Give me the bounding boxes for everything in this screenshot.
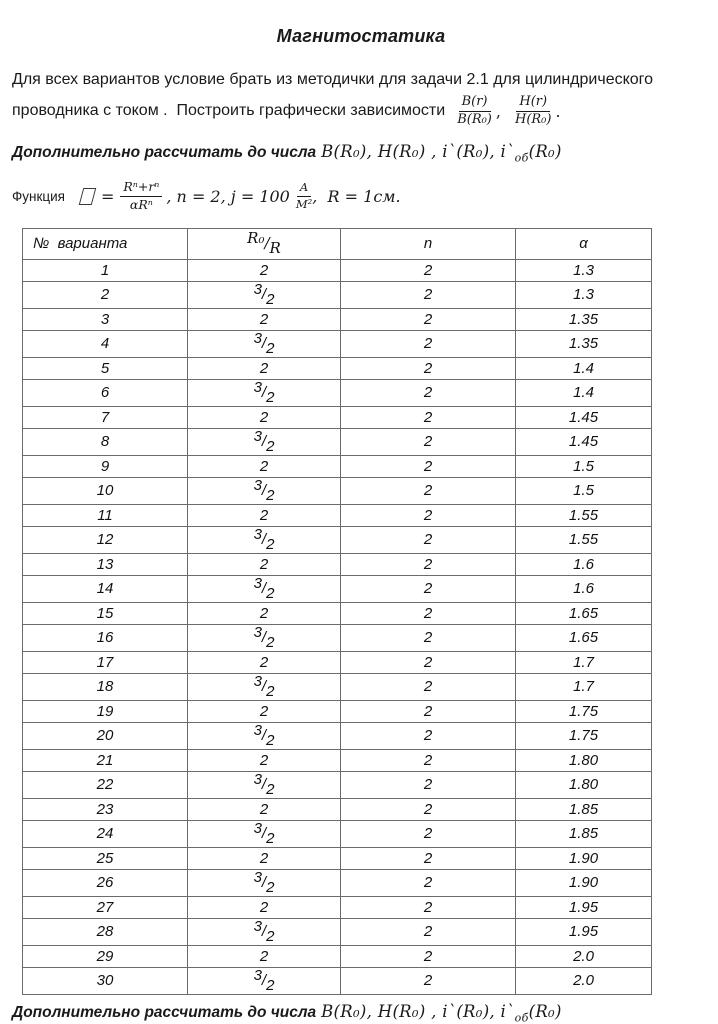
- table-row: [23, 455, 652, 477]
- table-cell: [188, 771, 341, 798]
- table-cell: 1.7: [516, 673, 652, 700]
- table-cell: 2: [341, 651, 516, 673]
- fraction-b-ratio: [457, 95, 492, 128]
- table-cell: [188, 575, 341, 602]
- table-row: [23, 575, 652, 602]
- fraction-numerator: B(r): [459, 95, 491, 112]
- table-cell: 1.7: [516, 651, 652, 673]
- math-expression: B(R₀), H(R₀) , i`(R₀), i`: [321, 1001, 515, 1021]
- table-row: [23, 602, 652, 624]
- diagonal-fraction: [253, 673, 275, 700]
- table-row: [23, 428, 652, 455]
- table-cell: 20: [23, 722, 188, 749]
- table-cell: 1.90: [516, 869, 652, 896]
- fraction-part: /: [261, 286, 267, 304]
- table-row: [23, 673, 652, 700]
- table-cell: 2: [188, 700, 341, 722]
- table-row: [23, 700, 652, 722]
- fraction-part: 3: [253, 820, 262, 838]
- fraction-part: 3: [253, 281, 262, 299]
- column-header: № варианта: [23, 228, 188, 259]
- table-cell: 1.80: [516, 749, 652, 771]
- table-cell: [188, 330, 341, 357]
- function-definition-line: [12, 180, 710, 212]
- table-cell: 2: [341, 722, 516, 749]
- table-cell: 14: [23, 575, 188, 602]
- table-cell: 12: [23, 526, 188, 553]
- table-row: [23, 259, 652, 281]
- fraction-part: 2: [266, 976, 275, 994]
- table-cell: 1.45: [516, 428, 652, 455]
- table-row: [23, 357, 652, 379]
- fraction-part: /: [261, 776, 267, 794]
- diagonal-fraction: [253, 477, 275, 504]
- diagonal-fraction: [253, 379, 275, 406]
- fraction-part: 3: [253, 575, 262, 593]
- table-cell: [188, 673, 341, 700]
- fraction-part: 3: [253, 526, 262, 544]
- diagonal-fraction: [253, 330, 275, 357]
- table-cell: 2: [188, 847, 341, 869]
- table-cell: 19: [23, 700, 188, 722]
- table-cell: 2: [188, 945, 341, 967]
- table-head: [23, 228, 652, 259]
- table-row: [23, 945, 652, 967]
- table-cell: 1.3: [516, 259, 652, 281]
- table-cell: 22: [23, 771, 188, 798]
- table-row: [23, 526, 652, 553]
- table-cell: 1.85: [516, 820, 652, 847]
- table-cell: 1.95: [516, 896, 652, 918]
- table-cell: 4: [23, 330, 188, 357]
- fraction-numerator: A: [297, 181, 311, 196]
- fraction-part: 2: [266, 290, 275, 308]
- extra-instruction-math: [321, 1002, 562, 1024]
- fraction-part: /: [261, 874, 267, 892]
- diagonal-fraction: [253, 624, 275, 651]
- table-cell: 2: [188, 749, 341, 771]
- extra-instruction-text: Дополнительно рассчитать до числа: [12, 1003, 317, 1021]
- math-subscript: об: [514, 151, 529, 165]
- diagonal-fraction: [253, 869, 275, 896]
- fraction-part: /: [261, 580, 267, 598]
- table-cell: [188, 967, 341, 994]
- table-cell: 10: [23, 477, 188, 504]
- table-cell: 2: [341, 967, 516, 994]
- table-cell: 2: [188, 259, 341, 281]
- table-row: [23, 330, 652, 357]
- table-cell: 2: [341, 896, 516, 918]
- table-cell: 2: [341, 847, 516, 869]
- table-row: [23, 896, 652, 918]
- table-cell: 2: [341, 281, 516, 308]
- table-cell: 2: [188, 308, 341, 330]
- table-cell: 2: [341, 477, 516, 504]
- sentence-period: .: [555, 101, 561, 121]
- fraction-part: 2: [266, 878, 275, 896]
- page-title: Магнитостатика: [276, 26, 446, 46]
- table-cell: 2: [341, 869, 516, 896]
- column-header: [188, 228, 341, 259]
- table-cell: 1.75: [516, 700, 652, 722]
- diagonal-fraction: [253, 771, 275, 798]
- table-cell: 2: [188, 651, 341, 673]
- table-cell: 2.0: [516, 967, 652, 994]
- table-cell: 6: [23, 379, 188, 406]
- table-row: [23, 771, 652, 798]
- intro-paragraph-line1: Для всех вариантов условие брать из методички для задачи 2.1 для цилиндрического: [12, 71, 654, 88]
- table-cell: 2: [341, 308, 516, 330]
- table-cell: 2: [188, 357, 341, 379]
- fraction-denominator: H(R₀): [514, 111, 552, 127]
- table-cell: [188, 281, 341, 308]
- table-cell: 15: [23, 602, 188, 624]
- fraction-part: 3: [253, 869, 262, 887]
- table-cell: [188, 918, 341, 945]
- math-expression: B(R₀), H(R₀) , i`(R₀), i`: [321, 141, 515, 161]
- fraction-part: /: [261, 335, 267, 353]
- missing-glyph-box: [79, 188, 97, 205]
- table-cell: 18: [23, 673, 188, 700]
- diagonal-fraction: [253, 428, 275, 455]
- table-row: [23, 847, 652, 869]
- fraction-part: 2: [266, 584, 275, 602]
- table-cell: 26: [23, 869, 188, 896]
- fraction-part: R₀: [247, 229, 265, 248]
- fraction-part: 3: [253, 428, 262, 446]
- diagonal-fraction: [247, 229, 281, 257]
- table-cell: 2: [341, 259, 516, 281]
- math-expression-tail: (R₀): [528, 141, 562, 161]
- fraction-part: 2: [266, 388, 275, 406]
- fraction-part: 3: [253, 379, 262, 397]
- table-cell: [188, 379, 341, 406]
- fraction-part: 2: [266, 780, 275, 798]
- table-cell: 2: [341, 798, 516, 820]
- table-row: [23, 651, 652, 673]
- table-cell: 2: [188, 602, 341, 624]
- table-row: [23, 281, 652, 308]
- fraction-part: 3: [253, 624, 262, 642]
- table-cell: 1.55: [516, 526, 652, 553]
- table-cell: 2: [341, 575, 516, 602]
- fraction-part: 2: [266, 633, 275, 651]
- table-cell: 2: [341, 700, 516, 722]
- table-cell: 30: [23, 967, 188, 994]
- fraction-part: 2: [266, 927, 275, 945]
- fraction-part: /: [261, 825, 267, 843]
- fraction-part: 2: [266, 339, 275, 357]
- table-cell: 2: [341, 820, 516, 847]
- table-cell: [188, 477, 341, 504]
- table-cell: 2: [188, 896, 341, 918]
- table-cell: 25: [23, 847, 188, 869]
- table-cell: 2: [341, 455, 516, 477]
- table-cell: 1.6: [516, 553, 652, 575]
- table-cell: 2: [188, 455, 341, 477]
- table-cell: 1.4: [516, 379, 652, 406]
- table-cell: [188, 722, 341, 749]
- fraction-part: 3: [253, 918, 262, 936]
- table-cell: 28: [23, 918, 188, 945]
- table-cell: 1.55: [516, 504, 652, 526]
- fraction-part: 2: [266, 829, 275, 847]
- table-cell: 13: [23, 553, 188, 575]
- fraction-denominator: αRⁿ: [129, 196, 153, 212]
- table-cell: 2: [341, 504, 516, 526]
- table-cell: 2: [341, 330, 516, 357]
- table-row: [23, 624, 652, 651]
- table-cell: 1.6: [516, 575, 652, 602]
- table-row: [23, 406, 652, 428]
- table-cell: 1.35: [516, 330, 652, 357]
- math-subscript: об: [514, 1011, 529, 1024]
- table-row: [23, 308, 652, 330]
- table-row: [23, 967, 652, 994]
- table-cell: 2: [341, 526, 516, 553]
- diagonal-fraction: [253, 281, 275, 308]
- fraction-denominator: B(R₀): [457, 111, 492, 127]
- table-cell: 1.65: [516, 624, 652, 651]
- extra-instruction-top: [12, 142, 710, 164]
- table-cell: 8: [23, 428, 188, 455]
- table-row: [23, 477, 652, 504]
- function-fraction: [120, 180, 162, 212]
- extra-instruction-bottom: [12, 1002, 710, 1024]
- table-cell: 24: [23, 820, 188, 847]
- table-cell: 1.65: [516, 602, 652, 624]
- function-radius-value: , R = 1см.: [312, 186, 401, 206]
- variants-table: [22, 228, 652, 995]
- fraction-part: /: [264, 234, 270, 253]
- table-cell: 1.4: [516, 357, 652, 379]
- table-body: [23, 259, 652, 994]
- table-cell: 7: [23, 406, 188, 428]
- fraction-part: /: [261, 678, 267, 696]
- table-cell: 1.85: [516, 798, 652, 820]
- extra-instruction-text: Дополнительно рассчитать до числа: [12, 143, 317, 161]
- table-cell: 2: [341, 357, 516, 379]
- table-cell: 2: [341, 553, 516, 575]
- diagonal-fraction: [253, 967, 275, 994]
- table-cell: 11: [23, 504, 188, 526]
- table-cell: 1.80: [516, 771, 652, 798]
- table-cell: 2: [341, 428, 516, 455]
- table-row: [23, 722, 652, 749]
- diagonal-fraction: [253, 820, 275, 847]
- column-header: n: [341, 228, 516, 259]
- equals-sign: =: [100, 186, 115, 206]
- fraction-part: /: [261, 727, 267, 745]
- fraction-part: 2: [266, 437, 275, 455]
- table-cell: 2.0: [516, 945, 652, 967]
- table-cell: 2: [188, 406, 341, 428]
- table-row: [23, 869, 652, 896]
- extra-instruction-math: [321, 142, 562, 164]
- diagonal-fraction: [253, 722, 275, 749]
- table-cell: 1.5: [516, 455, 652, 477]
- fraction-part: /: [261, 433, 267, 451]
- table-cell: 29: [23, 945, 188, 967]
- table-cell: 9: [23, 455, 188, 477]
- math-expression-tail: (R₀): [528, 1001, 562, 1021]
- intro-paragraph-line2: [12, 95, 710, 128]
- unit-fraction: [296, 181, 312, 210]
- table-cell: 21: [23, 749, 188, 771]
- table-cell: [188, 624, 341, 651]
- table-cell: 2: [341, 945, 516, 967]
- table-cell: 1.5: [516, 477, 652, 504]
- fraction-numerator: Rⁿ+rⁿ: [120, 180, 162, 196]
- function-parameters: , n = 2, j = 100: [166, 186, 290, 206]
- fraction-part: /: [261, 482, 267, 500]
- fraction-part: 3: [253, 967, 262, 985]
- function-formula: [65, 180, 401, 212]
- table-cell: 23: [23, 798, 188, 820]
- table-cell: 2: [341, 749, 516, 771]
- table-cell: 5: [23, 357, 188, 379]
- table-cell: [188, 869, 341, 896]
- fraction-part: 2: [266, 731, 275, 749]
- fraction-numerator: H(r): [516, 95, 550, 112]
- table-cell: 16: [23, 624, 188, 651]
- fraction-part: /: [261, 531, 267, 549]
- fraction-part: /: [261, 384, 267, 402]
- table-cell: 2: [188, 553, 341, 575]
- table-row: [23, 504, 652, 526]
- table-row: [23, 749, 652, 771]
- table-cell: [188, 428, 341, 455]
- table-cell: 2: [341, 673, 516, 700]
- fraction-part: 3: [253, 477, 262, 495]
- fraction-denominator: M²: [295, 196, 313, 211]
- table-cell: 2: [341, 918, 516, 945]
- fraction-part: /: [261, 972, 267, 990]
- table-row: [23, 379, 652, 406]
- table-cell: 2: [23, 281, 188, 308]
- fraction-part: /: [261, 629, 267, 647]
- table-cell: 1.35: [516, 308, 652, 330]
- function-label: Функция: [12, 188, 65, 204]
- diagonal-fraction: [253, 575, 275, 602]
- table-cell: 1: [23, 259, 188, 281]
- table-cell: 2: [341, 771, 516, 798]
- table-cell: [188, 820, 341, 847]
- table-cell: 27: [23, 896, 188, 918]
- fraction-separator: ,: [495, 101, 501, 121]
- table-cell: 3: [23, 308, 188, 330]
- table-cell: 1.45: [516, 406, 652, 428]
- table-cell: 2: [188, 504, 341, 526]
- table-cell: 2: [341, 602, 516, 624]
- column-header: α: [516, 228, 652, 259]
- table-row: [23, 553, 652, 575]
- fraction-part: 2: [266, 486, 275, 504]
- table-row: [23, 918, 652, 945]
- table-header-row: [23, 228, 652, 259]
- diagonal-fraction: [253, 526, 275, 553]
- fraction-part: 2: [266, 682, 275, 700]
- table-cell: 2: [341, 624, 516, 651]
- fraction-part: R: [269, 238, 281, 257]
- table-cell: 1.75: [516, 722, 652, 749]
- fraction-part: /: [261, 923, 267, 941]
- table-cell: 1.3: [516, 281, 652, 308]
- intro-line2-text: проводника с током . Построить графически зависимости: [12, 102, 446, 120]
- fraction-part: 3: [253, 330, 262, 348]
- fraction-h-ratio: [515, 95, 551, 128]
- table-cell: 1.90: [516, 847, 652, 869]
- diagonal-fraction: [253, 918, 275, 945]
- fraction-part: 3: [253, 771, 262, 789]
- table-cell: 2: [341, 379, 516, 406]
- table-cell: 2: [341, 406, 516, 428]
- table-cell: 1.95: [516, 918, 652, 945]
- fraction-part: 3: [253, 722, 262, 740]
- table-cell: 17: [23, 651, 188, 673]
- table-cell: [188, 526, 341, 553]
- table-cell: 2: [188, 798, 341, 820]
- fraction-part: 3: [253, 673, 262, 691]
- table-row: [23, 798, 652, 820]
- fraction-part: 2: [266, 535, 275, 553]
- table-row: [23, 820, 652, 847]
